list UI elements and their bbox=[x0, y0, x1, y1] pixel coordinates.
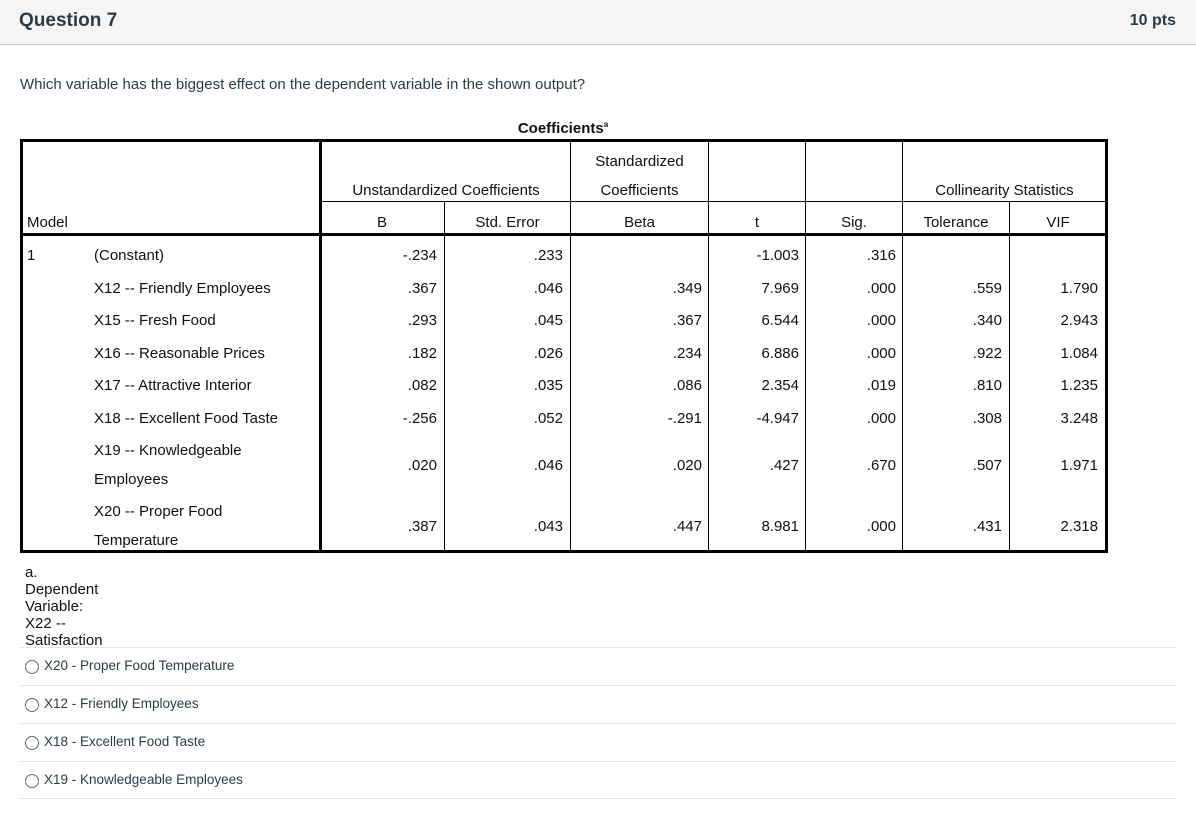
cell-std-error: .035 bbox=[533, 377, 563, 394]
cell-b: .293 bbox=[407, 312, 437, 329]
cell-tolerance: .340 bbox=[972, 312, 1002, 329]
header-tolerance: Tolerance bbox=[923, 214, 989, 231]
cell-t: -4.947 bbox=[756, 410, 799, 427]
cell-vif: 3.248 bbox=[1060, 410, 1098, 427]
row-label: X18 -- Excellent Food Taste bbox=[94, 410, 278, 427]
cell-t: 7.969 bbox=[761, 280, 799, 297]
cell-vif: 1.790 bbox=[1060, 280, 1098, 297]
cell-t: 8.981 bbox=[761, 518, 799, 535]
question-title: Question 7 bbox=[19, 10, 118, 31]
header-divider bbox=[320, 201, 1106, 202]
cell-std-error: .233 bbox=[533, 247, 563, 264]
header-b: B bbox=[376, 214, 387, 231]
cell-b: -.256 bbox=[402, 410, 437, 427]
answer-option[interactable] bbox=[20, 723, 1176, 761]
header-std-error: Std. Error bbox=[475, 214, 540, 231]
cell-beta: -.291 bbox=[667, 410, 702, 427]
row-label-continued: Employees bbox=[94, 471, 169, 488]
answer-option-label[interactable]: X19 - Knowledgeable Employees bbox=[44, 772, 243, 787]
cell-sig: .000 bbox=[866, 410, 896, 427]
cell-sig: .000 bbox=[866, 518, 896, 535]
cell-vif: 1.235 bbox=[1060, 377, 1098, 394]
table-title-superscript: a bbox=[603, 120, 609, 129]
answer-option[interactable] bbox=[20, 685, 1176, 723]
radio-button[interactable] bbox=[25, 698, 39, 712]
cell-tolerance: .431 bbox=[972, 518, 1002, 535]
cell-b: .020 bbox=[407, 457, 437, 474]
cell-t: 6.544 bbox=[761, 312, 799, 329]
cell-std-error: .043 bbox=[533, 518, 563, 535]
cell-b: .182 bbox=[407, 345, 437, 362]
question-text: Which variable has the biggest effect on the dependent variable in the shown output? bbox=[20, 76, 586, 93]
answer-option-label[interactable]: X20 - Proper Food Temperature bbox=[44, 658, 235, 673]
cell-sig: .000 bbox=[866, 280, 896, 297]
cell-t: 6.886 bbox=[761, 345, 799, 362]
cell-tolerance: .507 bbox=[972, 457, 1002, 474]
row-label: (Constant) bbox=[94, 247, 165, 264]
row-label-continued: Temperature bbox=[94, 532, 179, 549]
cell-vif: 2.318 bbox=[1060, 518, 1098, 535]
model-number: 1 bbox=[27, 247, 36, 264]
cell-beta: .020 bbox=[672, 457, 702, 474]
cell-t: 2.354 bbox=[761, 377, 799, 394]
cell-std-error: .052 bbox=[533, 410, 563, 427]
row-label: X16 -- Reasonable Prices bbox=[94, 345, 265, 362]
row-label: X20 -- Proper Food bbox=[94, 503, 223, 520]
cell-sig: .019 bbox=[866, 377, 896, 394]
cell-beta: .447 bbox=[672, 518, 702, 535]
cell-sig: .670 bbox=[866, 457, 896, 474]
answer-option[interactable] bbox=[20, 761, 1176, 799]
cell-vif: 1.084 bbox=[1060, 345, 1098, 362]
header-collinearity: Collinearity Statistics bbox=[935, 182, 1074, 199]
cell-vif: 2.943 bbox=[1060, 312, 1098, 329]
cell-sig: .000 bbox=[866, 312, 896, 329]
cell-beta: .367 bbox=[672, 312, 702, 329]
cell-b: -.234 bbox=[402, 247, 437, 264]
header-vif: VIF bbox=[1046, 214, 1070, 231]
header-model: Model bbox=[27, 214, 68, 231]
header-bottom-rule bbox=[20, 233, 1108, 236]
row-label: X17 -- Attractive Interior bbox=[94, 377, 252, 394]
cell-vif: 1.971 bbox=[1060, 457, 1098, 474]
table-title: Coefficients$^a$ bbox=[517, 120, 609, 137]
question-points: 10 pts bbox=[1129, 12, 1176, 29]
answer-option-label[interactable]: X12 - Friendly Employees bbox=[44, 696, 199, 711]
row-label: X12 -- Friendly Employees bbox=[94, 280, 271, 297]
cell-t: .427 bbox=[769, 457, 799, 474]
answer-option-label[interactable]: X18 - Excellent Food Taste bbox=[44, 734, 206, 749]
cell-std-error: .045 bbox=[533, 312, 563, 329]
cell-std-error: .046 bbox=[533, 457, 563, 474]
cell-tolerance: .922 bbox=[972, 345, 1002, 362]
radio-button[interactable] bbox=[25, 660, 39, 674]
radio-button[interactable] bbox=[25, 774, 39, 788]
header-beta: Beta bbox=[624, 214, 655, 231]
cell-sig: .316 bbox=[866, 247, 896, 264]
cell-tolerance: .810 bbox=[972, 377, 1002, 394]
header-standardized-1: Standardized bbox=[595, 153, 684, 170]
cell-tolerance: .308 bbox=[972, 410, 1002, 427]
cell-b: .367 bbox=[407, 280, 437, 297]
cell-beta: .234 bbox=[672, 345, 702, 362]
cell-std-error: .046 bbox=[533, 280, 563, 297]
cell-beta: .349 bbox=[672, 280, 702, 297]
table-footnote: a. Dependent Variable: X22 -- Satisfaction bbox=[25, 564, 103, 649]
row-label: X19 -- Knowledgeable bbox=[94, 442, 242, 459]
cell-tolerance: .559 bbox=[972, 280, 1002, 297]
cell-t: -1.003 bbox=[756, 247, 799, 264]
cell-beta: .086 bbox=[672, 377, 702, 394]
header-sig: Sig. bbox=[841, 214, 867, 231]
answer-option[interactable] bbox=[20, 647, 1176, 685]
cell-b: .387 bbox=[407, 518, 437, 535]
radio-button[interactable] bbox=[25, 736, 39, 750]
cell-sig: .000 bbox=[866, 345, 896, 362]
cell-std-error: .026 bbox=[533, 345, 563, 362]
header-unstandardized: Unstandardized Coefficients bbox=[352, 182, 540, 199]
cell-b: .082 bbox=[407, 377, 437, 394]
row-label: X15 -- Fresh Food bbox=[94, 312, 216, 329]
header-standardized-2: Coefficients bbox=[600, 182, 679, 199]
question-header bbox=[0, 0, 1196, 45]
header-t: t bbox=[754, 214, 760, 231]
